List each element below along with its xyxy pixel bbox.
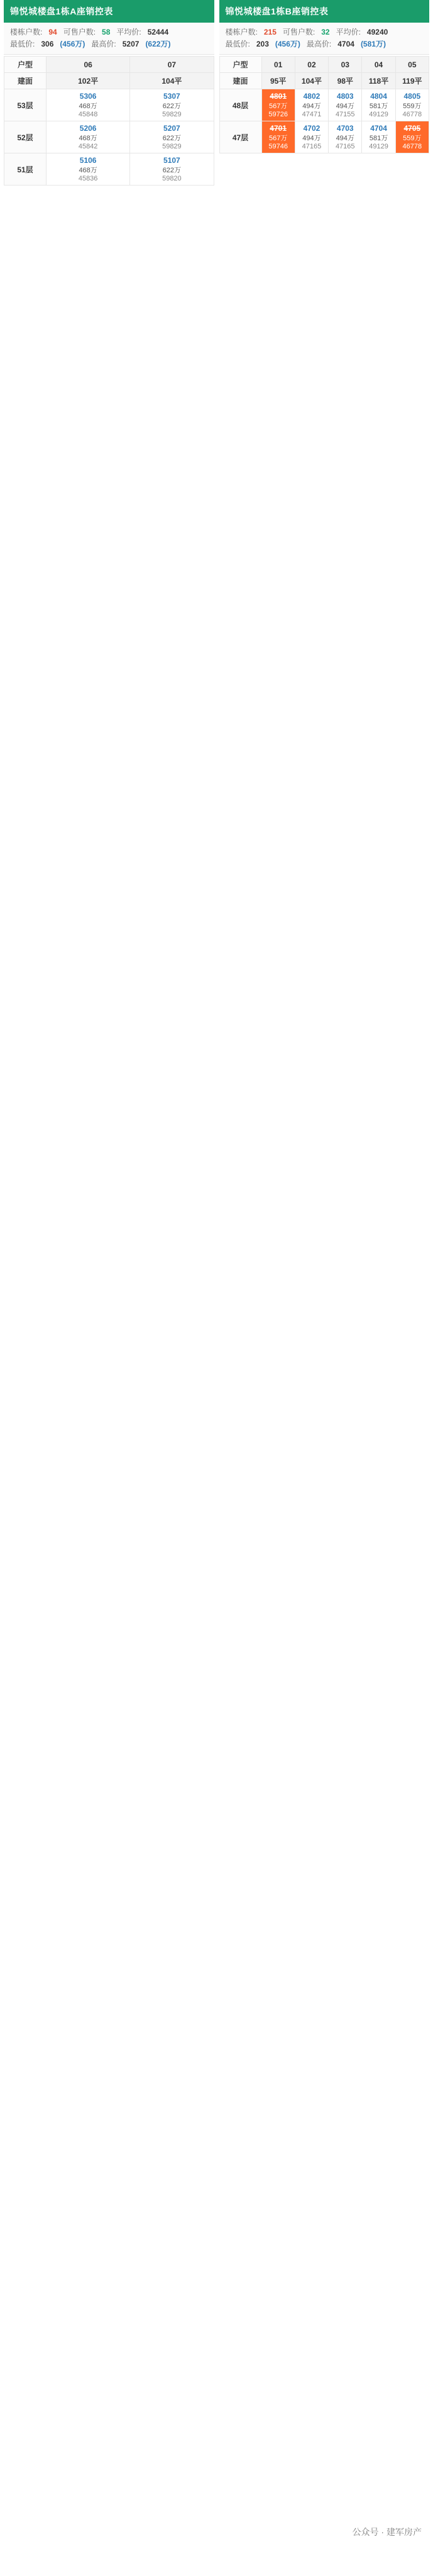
right-min-label: 最低价: [225,40,250,49]
left-unit-number: 5107 [163,156,180,165]
left-row [4,121,214,153]
left-available-value: 58 [102,28,111,36]
left-unit-price: 622万 [162,135,182,143]
right-unit-unitprice: 49129 [369,143,388,151]
right-unit-cell[interactable] [295,121,328,153]
right-subcol-4: 118平 [362,73,395,89]
right-unit-unitprice: 47165 [302,143,322,151]
right-floor-label: 48层 [219,89,261,121]
left-unit-number: 5307 [163,92,180,101]
left-unit-price: 468万 [79,167,97,175]
right-unit-cell[interactable] [395,89,429,121]
right-unit-unitprice: 47165 [335,143,355,151]
right-unit-number: 4705 [403,124,421,133]
right-unit-number: 4704 [370,124,387,133]
right-subcol-1: 95平 [261,73,295,89]
left-min-label: 最低价: [10,40,35,49]
left-max-unit: (622万) [145,40,171,49]
right-subcol-2: 104平 [295,73,328,89]
right-unit-number: 4803 [336,92,354,101]
left-min-unit: (456万) [60,40,85,49]
right-avg-value: 49240 [366,28,388,36]
right-table [219,56,430,153]
right-panel [219,0,430,2576]
right-unit-price: 567万 [268,135,288,143]
right-unit-cell[interactable] [362,121,395,153]
right-unit-price: 559万 [403,103,422,111]
left-table [4,56,214,186]
left-unit-unitprice: 59829 [162,143,182,151]
right-min-unit: (456万) [275,40,300,49]
left-stats [4,23,214,55]
left-unit-number: 5106 [79,156,97,165]
left-floor-label: 52层 [4,121,47,153]
left-unit-cell[interactable] [47,153,130,186]
right-col-5: 05 [395,57,429,73]
left-unit-cell[interactable] [130,121,214,153]
right-unit-cell[interactable] [329,89,362,121]
right-unit-unitprice: 59726 [268,111,288,119]
left-subcol-2: 104平 [130,73,214,89]
right-title: 锦悦城楼盘1栋B座销控表 [219,0,430,23]
right-unit-unitprice: 46778 [402,143,422,151]
right-unit-unitprice: 47155 [335,111,355,119]
right-unit-number: 4701 [270,124,287,133]
right-col-2: 02 [295,57,328,73]
left-unit-price: 622万 [162,103,182,111]
left-max-label: 最高价: [91,40,116,49]
right-available-label: 可售户数: [282,28,315,36]
left-col-2: 07 [130,57,214,73]
right-col-1: 01 [261,57,295,73]
left-unit-unitprice: 59820 [162,175,182,183]
right-unit-number: 4805 [403,92,421,101]
left-min-value: 306 [41,40,54,49]
left-row [4,89,214,121]
right-unit-price: 494万 [336,103,354,111]
left-avg-label: 平均价: [116,28,141,36]
right-min-value: 203 [256,40,269,49]
left-unit-price: 468万 [79,135,97,143]
right-unit-number: 4801 [270,92,287,101]
right-stats [219,23,430,55]
left-unit-cell[interactable] [47,89,130,121]
left-avg-value: 52444 [147,28,169,36]
right-unit-cell[interactable] [261,89,295,121]
right-unit-price: 581万 [369,103,388,111]
right-subcol-3: 98平 [329,73,362,89]
left-unit-cell[interactable] [47,121,130,153]
right-unit-price: 581万 [369,135,388,143]
left-max-value: 5207 [122,40,140,49]
right-max-unit: (581万) [360,40,386,49]
left-row [4,153,214,186]
left-unit-unitprice: 59829 [162,111,182,119]
right-row [219,121,429,153]
right-unit-price: 567万 [268,103,288,111]
right-unit-unitprice: 46778 [402,111,422,119]
left-subcol-1: 102平 [47,73,130,89]
right-unit-price: 494万 [302,103,321,111]
right-col-4: 04 [362,57,395,73]
right-unit-price: 494万 [302,135,321,143]
left-panel [4,0,214,2576]
left-unit-price: 622万 [162,167,182,175]
right-unit-cell[interactable] [395,121,429,153]
right-avg-label: 平均价: [336,28,361,36]
right-floor-label: 47层 [219,121,261,153]
left-unit-unitprice: 45836 [78,175,98,183]
left-floor-label: 51层 [4,153,47,186]
right-unit-number: 4802 [303,92,321,101]
right-unit-cell[interactable] [261,121,295,153]
right-available-value: 32 [321,28,330,36]
right-unit-cell[interactable] [329,121,362,153]
left-unit-number: 5206 [79,124,97,133]
right-unit-unitprice: 59746 [268,143,288,151]
right-col-0: 户型 [219,57,261,73]
right-unit-number: 4702 [303,124,321,133]
right-max-value: 4704 [337,40,354,49]
left-title: 锦悦城楼盘1栋A座销控表 [4,0,214,23]
right-unit-price: 559万 [403,135,422,143]
left-col-0: 户型 [4,57,47,73]
left-unit-unitprice: 45848 [78,111,98,119]
right-total-value: 215 [263,28,277,36]
right-subcol-5: 119平 [395,73,429,89]
left-unit-unitprice: 45842 [78,143,98,151]
right-subcol-0: 建面 [219,73,261,89]
left-unit-cell[interactable] [130,153,214,186]
left-unit-price: 468万 [79,103,97,111]
right-col-3: 03 [329,57,362,73]
left-total-value: 94 [48,28,57,36]
right-max-label: 最高价: [306,40,332,49]
right-unit-price: 494万 [336,135,354,143]
left-total-label: 楼栋户数: [10,28,43,36]
left-subcol-0: 建面 [4,73,47,89]
left-col-1: 06 [47,57,130,73]
left-available-label: 可售户数: [63,28,96,36]
right-unit-cell[interactable] [362,89,395,121]
right-row [219,89,429,121]
left-unit-number: 5306 [79,92,97,101]
left-floor-label: 53层 [4,89,47,121]
right-unit-unitprice: 49129 [369,111,388,119]
right-total-label: 楼栋户数: [225,28,258,36]
right-unit-number: 4804 [370,92,387,101]
right-unit-number: 4703 [336,124,354,133]
watermark-text: 公众号 · 建军房产 [352,2527,422,2537]
right-unit-cell[interactable] [295,89,328,121]
right-unit-unitprice: 47471 [302,111,322,119]
left-unit-cell[interactable] [130,89,214,121]
left-unit-number: 5207 [163,124,180,133]
